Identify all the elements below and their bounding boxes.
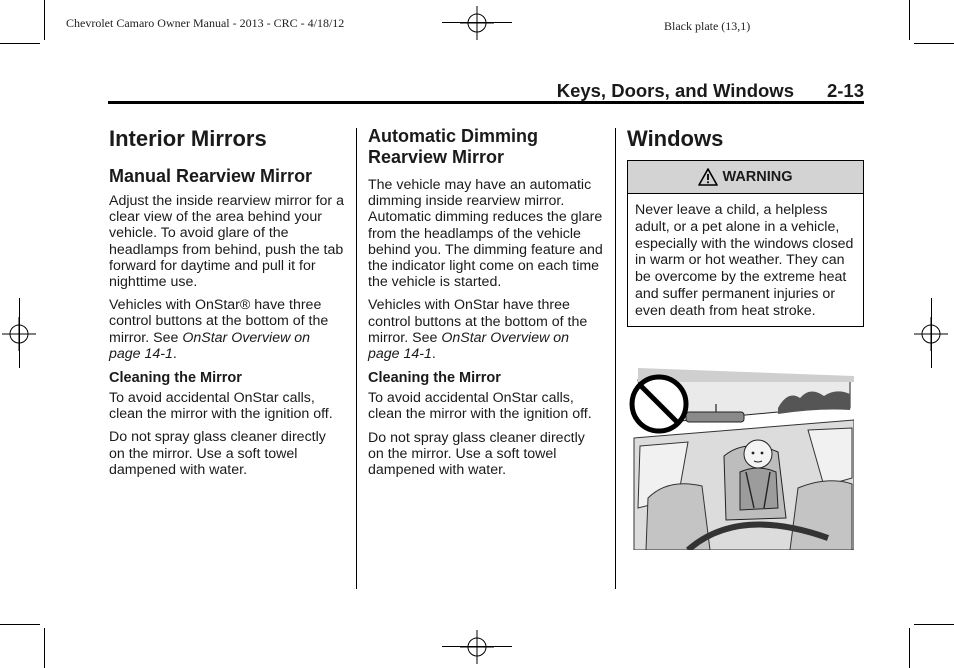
crop-mark [442,646,512,647]
paragraph: The vehicle may have an automatic dimming inside rearview mirror. Automatic dimming reduces the glare from the headlamps of the vehicle behind you. The dimming feature and the indicator light come on each time the vehicle is started. [368,177,603,291]
paragraph: Do not spray glass cleaner directly on the mirror. Use a soft towel dampened with water. [368,429,585,479]
crop-mark [914,43,954,44]
heading-windows: Windows [627,126,724,151]
paragraph: Adjust the inside rearview mirror for a clear view of the area behind your vehicle. To avoid glare of the headlamps from behind, push the tab forward for daytime and pull it for nighttime use. [109,193,344,291]
heading-interior-mirrors: Interior Mirrors [109,126,267,151]
child-in-car-illustration [628,368,854,550]
warning-label: WARNING [722,169,793,185]
heading-cleaning-mirror: Cleaning the Mirror [368,370,501,387]
crop-mark [44,0,45,40]
section-title: Keys, Doors, and Windows [556,80,794,101]
heading-automatic-dimming-mirror: Automatic Dimming Rearview Mirror [368,126,539,167]
warning-box [627,160,864,327]
crop-mark [909,628,910,668]
crop-mark [909,0,910,40]
column-windows [627,126,864,327]
registration-mark-icon [460,6,494,40]
column-divider [356,128,357,589]
page-number: 2-13 [826,80,864,101]
crop-mark [931,298,932,368]
warning-header [628,161,863,194]
column-interior-mirrors [109,126,345,485]
cross-reference-link[interactable]: OnStar Overview on page 14-1 [368,329,570,363]
paragraph: Vehicles with OnStar have three control buttons at the bottom of the mirror. See OnStar Overview on page 14-1. [368,297,588,363]
crop-mark [914,624,954,625]
crop-mark [19,298,20,368]
crop-mark [0,43,40,44]
print-slug: Chevrolet Camaro Owner Manual - 2013 - CRC - 4/18/12 [66,16,345,30]
paragraph: To avoid accidental OnStar calls, clean the mirror with the ignition off. [368,390,592,423]
warning-text: Never leave a child, a helpless adult, or a pet alone in a vehicle, especially with the windows closed in warm or hot weather. They can be overcome by the extreme heat and suffer permanent injuries or even death from heat stroke. [635,202,854,319]
plate-info: Black plate (13,1) [664,19,751,33]
column-automatic-dimming [368,126,604,485]
crop-mark [0,624,40,625]
crop-mark [44,628,45,668]
header-rule [108,101,864,104]
cross-reference-link[interactable]: OnStar Overview on page 14-1 [109,329,311,362]
heading-manual-rearview-mirror: Manual Rearview Mirror [109,166,313,186]
paragraph: To avoid accidental OnStar calls, clean the mirror with the ignition off. [109,390,333,423]
column-divider [615,128,616,589]
warning-triangle-icon [698,168,718,186]
registration-mark-icon [460,630,494,664]
paragraph: Vehicles with OnStar® have three control buttons at the bottom of the mirror. See OnStar Overview on page 14-1. [109,297,329,362]
paragraph: Do not spray glass cleaner directly on the mirror. Use a soft towel dampened with water. [109,429,326,478]
crop-mark [442,22,512,23]
heading-cleaning-mirror: Cleaning the Mirror [109,370,242,387]
